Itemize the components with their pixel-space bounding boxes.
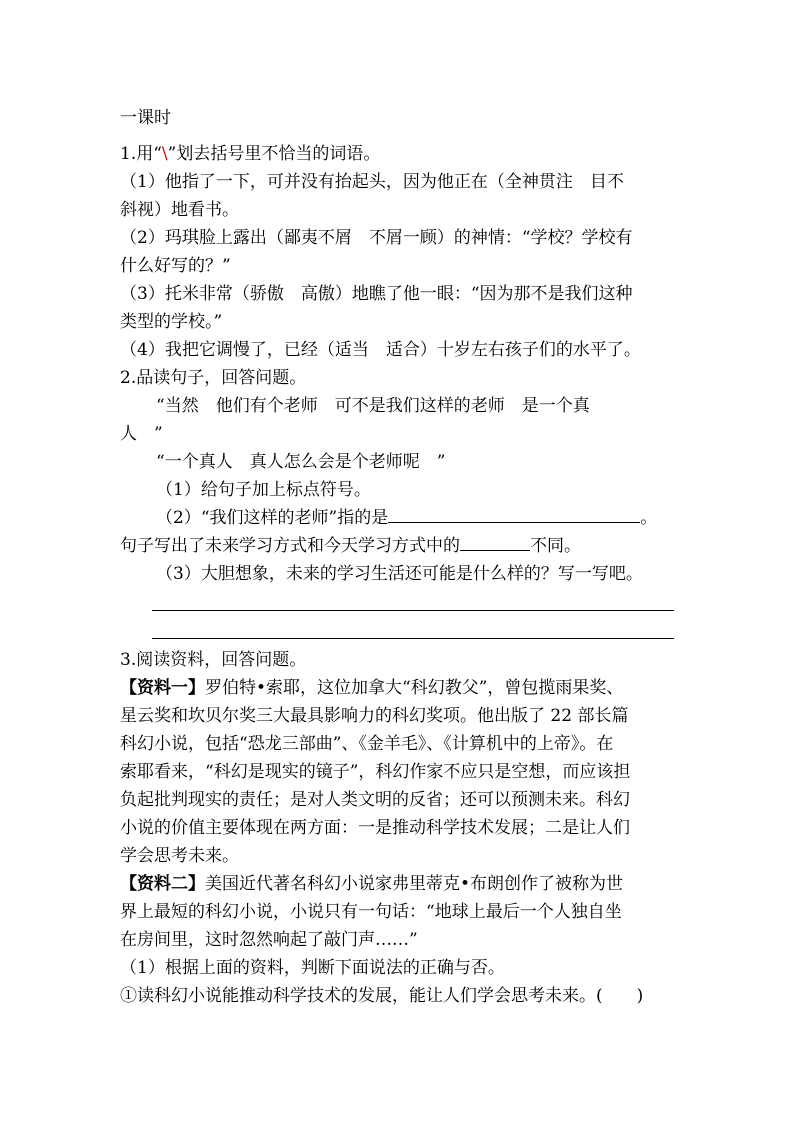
q2-part2: [120, 504, 680, 532]
material-one-text: 罗伯特•索耶，这位加拿大“科幻教父”，曾包揽雨果奖、: [205, 678, 624, 698]
q1-line: （3）托米非常（骄傲 高傲）地瞧了他一眼：“因为那不是我们这种: [120, 284, 633, 304]
q1-stem-text-b: ”划去括号里不恰当的词语。: [167, 144, 381, 164]
q2-sentence: “一个真人 真人怎么会是个老师呢 ”: [156, 452, 446, 472]
q2-part2-text: （2）“我们这样的老师”指的是: [156, 508, 389, 528]
material-line: 科幻小说，包括“恐龙三部曲”、《金羊毛》、《计算机中的上帝》。在: [120, 734, 614, 754]
material-two: [120, 870, 680, 898]
q1-line: （2）玛琪脸上露出（鄙夷不屑 不屑一顾）的神情：“学校？学校有: [120, 228, 633, 248]
q2-part2-cont-text: 句子写出了未来学习方式和今天学习方式中的: [120, 536, 460, 556]
q2-part2-end: 。: [640, 508, 658, 528]
q2-sentence: “当然 他们有个老师 可不是我们这样的老师 是一个真: [156, 396, 590, 416]
material-line: 小说的价值主要体现在两方面：一是推动科学技术发展；二是让人们: [120, 818, 630, 838]
writing-line[interactable]: [152, 610, 674, 611]
q3-stem: 3.阅读资料，回答问题。: [120, 650, 307, 670]
material-line: 星云奖和坎贝尔奖三大最具影响力的科幻奖项。他出版了 22 部长篇: [120, 706, 629, 726]
material-one-tag: 【资料一】: [120, 678, 205, 698]
answer-blank[interactable]: [460, 532, 530, 551]
material-line: 在房间里，这时忽然响起了敲门声……”: [120, 930, 418, 950]
q2-stem: 2.品读句子，回答问题。: [120, 368, 307, 388]
q3-part1: （1）根据上面的资料，判断下面说法的正确与否。: [120, 958, 505, 978]
material-one: [120, 674, 680, 702]
answer-parentheses[interactable]: ( ): [596, 986, 644, 1006]
q2-part2-cont: [120, 532, 680, 560]
q2-part3: （3）大胆想象，未来的学习生活还可能是什么样的？写一写吧。: [156, 564, 643, 584]
material-line: 学会思考未来。: [120, 846, 239, 866]
q1-line: 类型的学校。”: [120, 312, 223, 332]
q1-stem-text-a: 1.用“: [120, 144, 162, 164]
q2-part1: （1）给句子加上标点符号。: [156, 480, 371, 500]
q1-line: 什么好写的？”: [120, 256, 231, 276]
material-two-text: 美国近代著名科幻小说家弗里蒂克•布朗创作了被称为世: [205, 874, 624, 894]
q1-line: （1）他指了一下，可并没有抬起头，因为他正在（全神贯注 目不: [120, 172, 624, 192]
material-line: 索耶看来，“科幻是现实的镜子”，科幻作家不应只是空想，而应该担: [120, 762, 631, 782]
q3-item1-text: ①读科幻小说能推动科学技术的发展，能让人们学会思考未来。: [120, 986, 596, 1006]
answer-blank[interactable]: [388, 504, 640, 523]
q1-stem: [120, 140, 680, 168]
q3-item1: [120, 982, 680, 1010]
q2-part2-cont-end: 不同。: [530, 536, 581, 556]
q1-line: 斜视）地看书。: [120, 200, 239, 220]
material-line: 负起批判现实的责任；是对人类文明的反省；还可以预测未来。科幻: [120, 790, 630, 810]
lesson-title: 一课时: [120, 108, 171, 128]
q1-line: （4）我把它调慢了，已经（适当 适合）十岁左右孩子们的水平了。: [120, 340, 641, 360]
worksheet-page: [120, 104, 680, 588]
material-line: 界上最短的科幻小说，小说只有一句话：“地球上最后一个人独自坐: [120, 902, 622, 922]
q2-sentence: 人 ”: [120, 424, 163, 444]
backslash-mark: \: [161, 144, 168, 164]
material-two-tag: 【资料二】: [120, 874, 205, 894]
writing-line[interactable]: [152, 638, 674, 639]
q3-section: [120, 646, 680, 1010]
